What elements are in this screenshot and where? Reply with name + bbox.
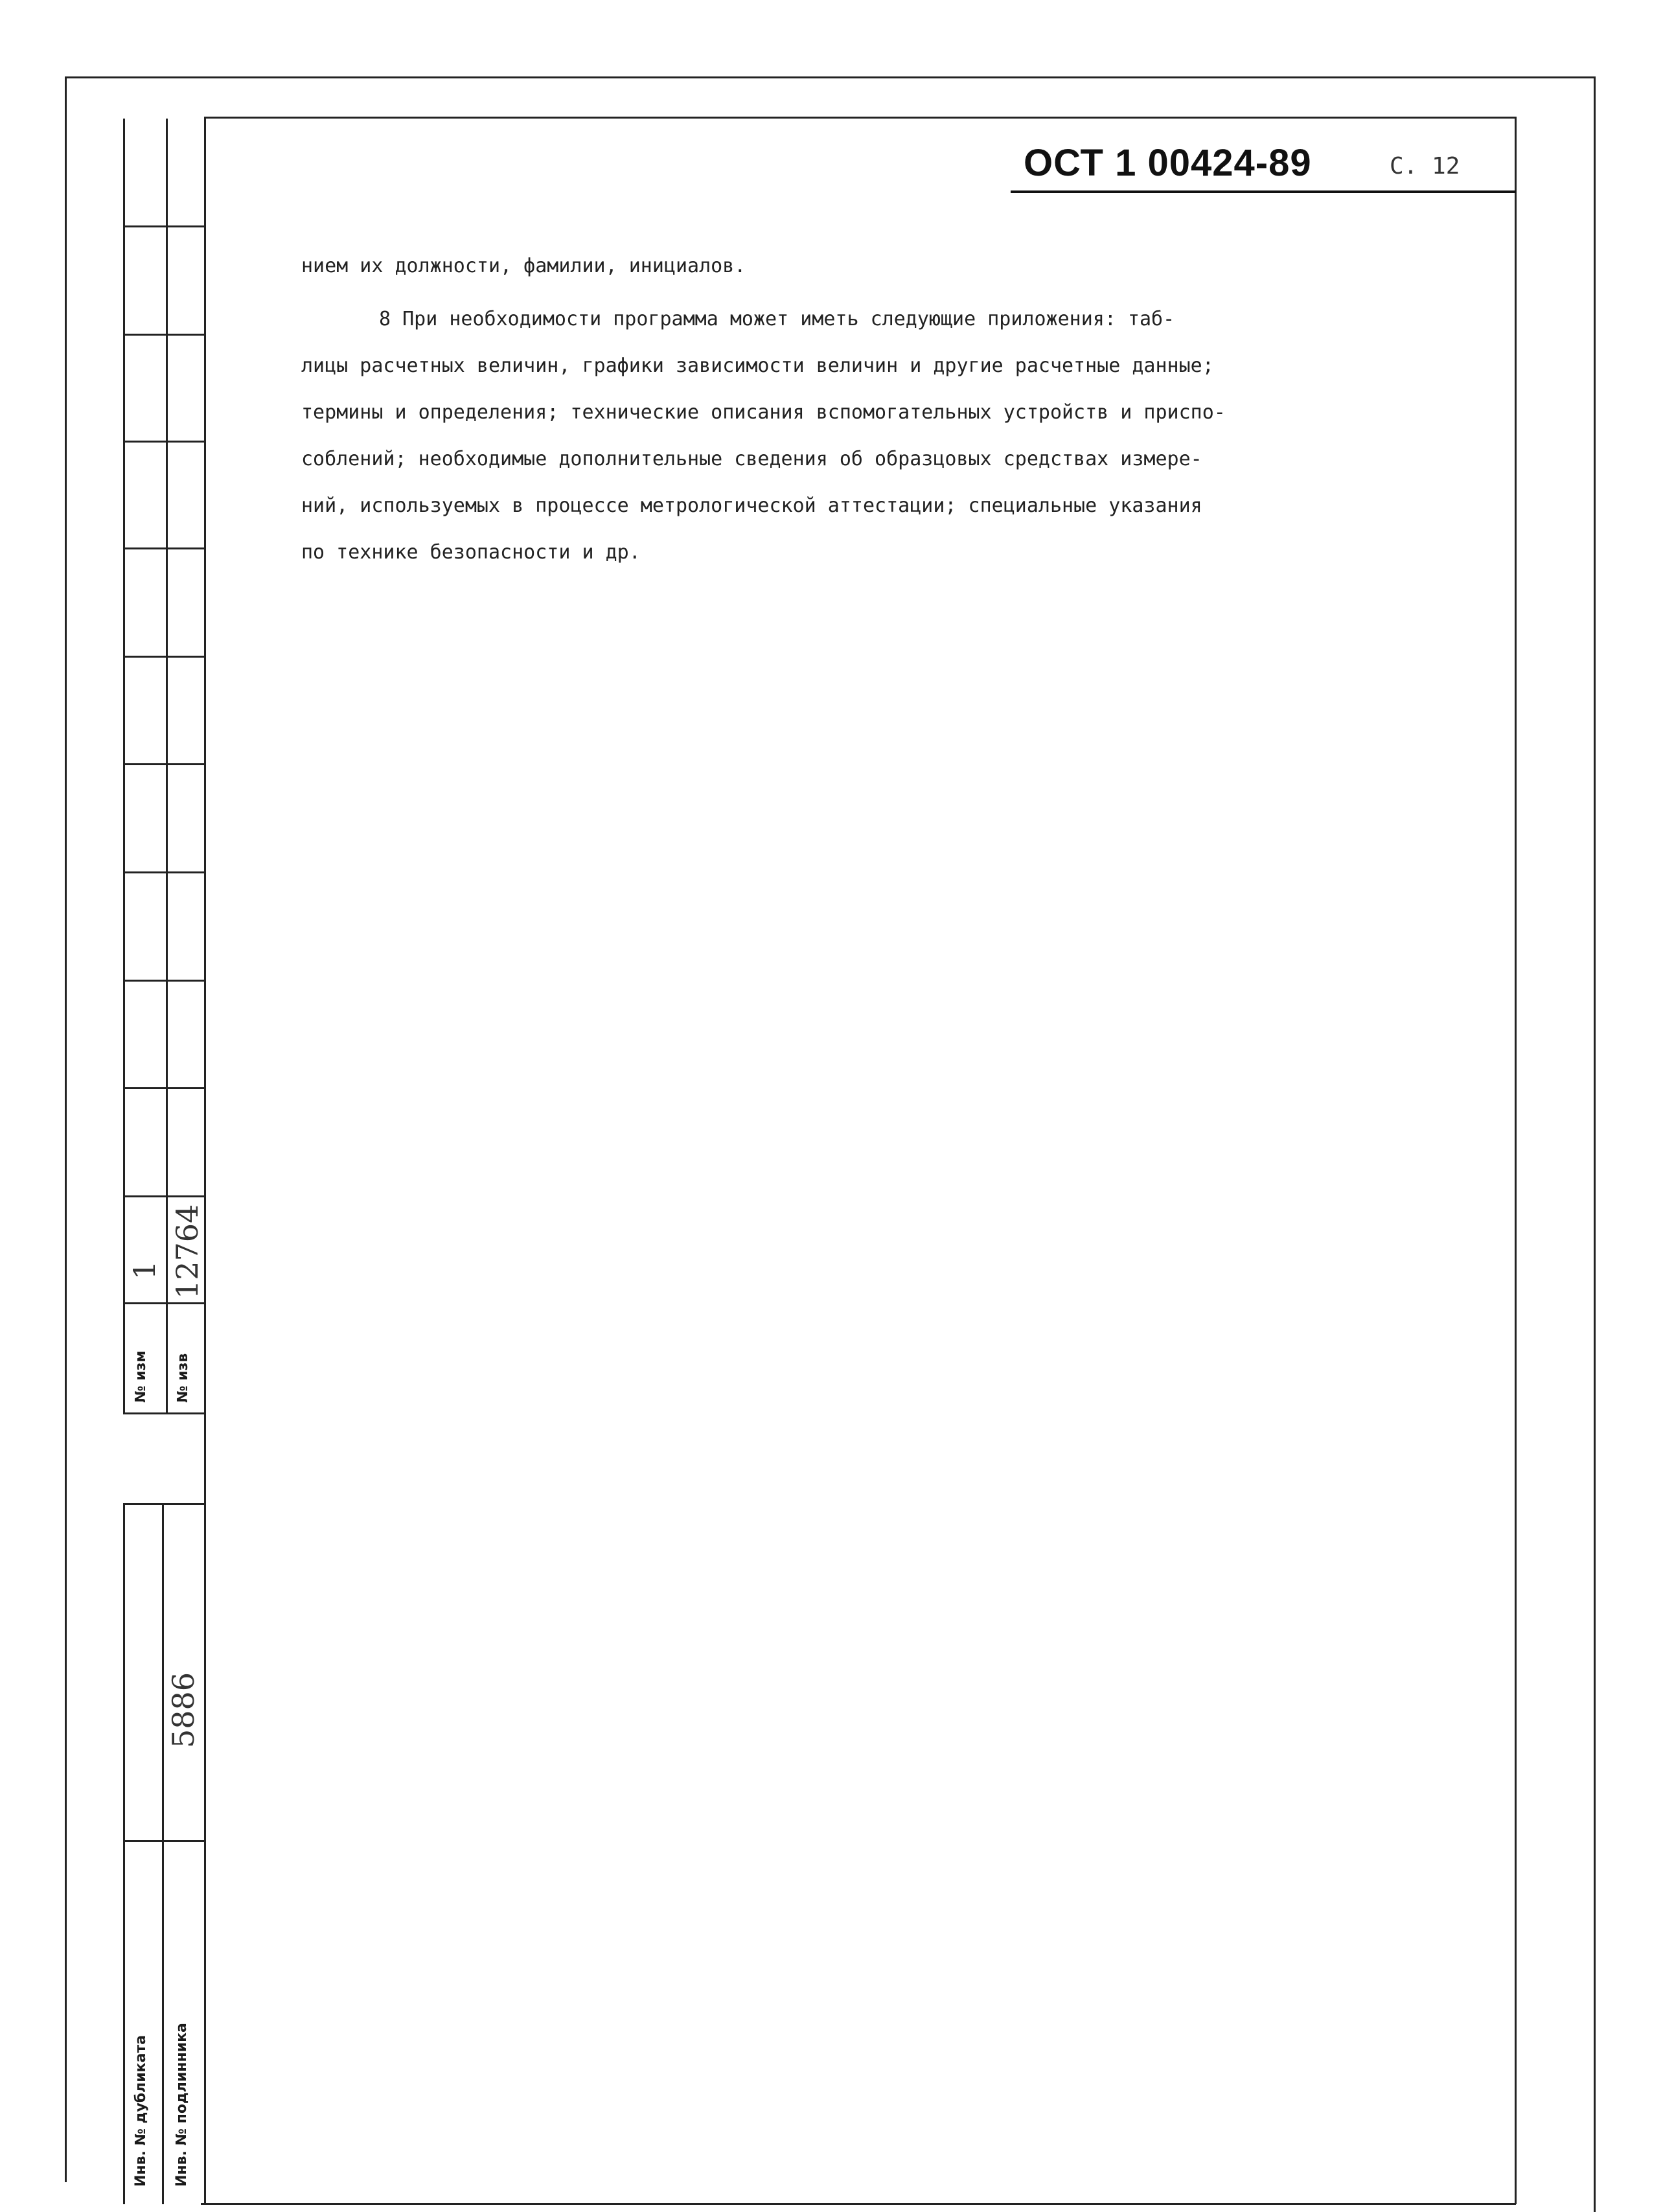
header-underline [1011,190,1516,193]
stamp-row-line [123,1503,205,1505]
stamp-row-line [123,334,205,336]
text-line: ний, используемых в процессе метрологической аттестации; специальные указания [301,494,1202,517]
text-line: лицы расчетных величин, графики зависимости величин и другие расчетные данные; [301,354,1214,377]
original-inventory-value: 5886 [166,1672,201,1748]
stamp-top-left-border [123,119,125,1414]
frame-right [1594,76,1596,2212]
text-line: по технике безопасности и др. [301,541,641,564]
duplicate-inventory-label: Инв. № дубликата [133,2034,149,2187]
inner-frame-left [204,117,206,2204]
body-text [301,243,1467,576]
change-number-value: 1 [127,1260,162,1280]
text-line: 8 При необходимости программа может иметь следующие приложения: таб- [379,308,1175,330]
change-number-label: № изм [133,1350,149,1403]
inner-frame-right [1515,117,1517,2204]
stamp-row-line [123,547,205,549]
paragraph-continuation: нием их должности, фамилии, инициалов. [301,255,746,277]
stamp-row-line [123,871,205,873]
inner-frame-top [204,117,1516,119]
stamp-row-line [123,980,205,982]
stamp-row-line [123,1840,205,1842]
text-line: соблений; необходимые дополнительные сведения об образцовых средствах измере- [301,448,1202,470]
stamp-row-line [123,441,205,443]
notice-number-label: № изв [175,1353,191,1403]
frame-left [65,76,67,2182]
stamp-top-divider [166,119,168,1414]
inner-frame-bottom [201,2203,1516,2205]
stamp-row-line [123,656,205,658]
stamp-bottom-left-border [123,1503,125,2204]
frame-top [65,76,1595,78]
stamp-row-line [123,1302,205,1304]
original-inventory-label: Инв. № подлинника [174,2023,190,2187]
stamp-bottom-divider [162,1503,164,2204]
stamp-row-line [123,1195,205,1197]
stamp-row-line [123,1412,205,1414]
text-line: термины и определения; технические описания вспомогательных устройств и приспо- [301,401,1226,424]
page-number: С. 12 [1390,153,1460,179]
stamp-row-line [123,1087,205,1089]
notice-number-value: 12764 [170,1204,205,1299]
document-code: ОСТ 1 00424-89 [1024,142,1312,184]
stamp-row-line [123,225,205,227]
stamp-row-line [123,763,205,765]
paragraph-appendices [301,296,1467,576]
